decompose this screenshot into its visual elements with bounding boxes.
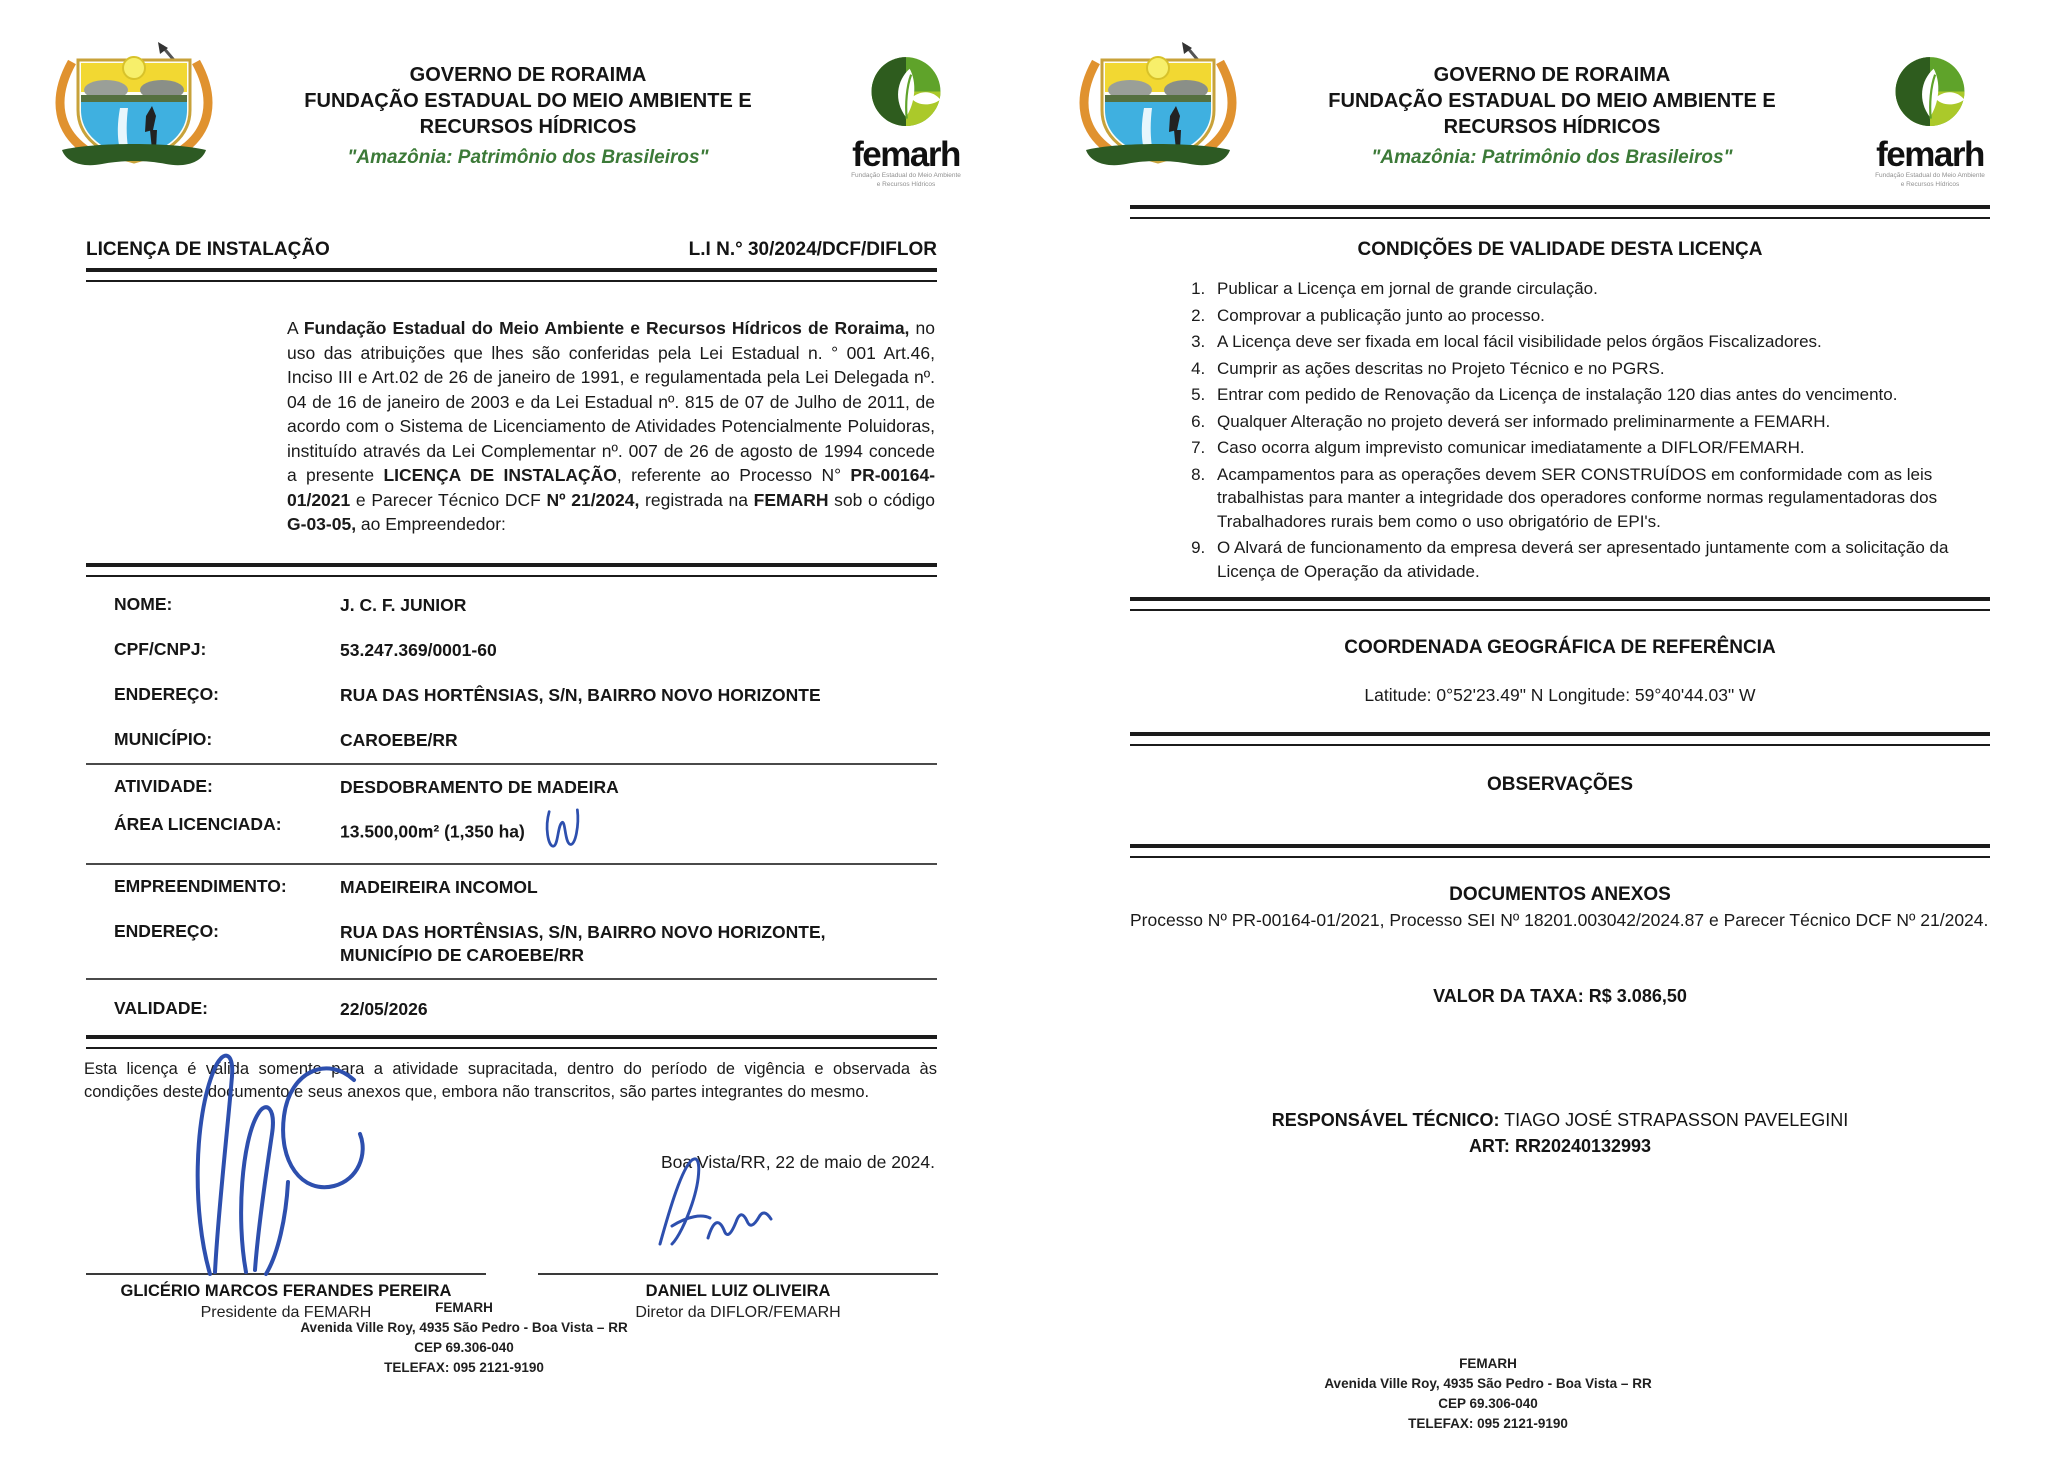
femarh-logo-icon <box>1875 44 1985 142</box>
motto: "Amazônia: Patrimônio dos Brasileiros" <box>1371 147 1733 168</box>
field-row-empreendimento <box>86 865 937 910</box>
intro-bold: LICENÇA DE INSTALAÇÃO <box>383 465 617 485</box>
footer-address: Avenida Ville Roy, 4935 São Pedro - Boa Vista – RR <box>1324 1376 1652 1391</box>
page1-footer <box>0 1298 928 1378</box>
responsible-name: TIAGO JOSÉ STRAPASSON PAVELEGINI <box>1499 1110 1849 1130</box>
gov-line2: FUNDAÇÃO ESTADUAL DO MEIO AMBIENTE E <box>1328 90 1776 112</box>
intro-bold: Fundação Estadual do Meio Ambiente e Recursos Hídricos de Roraima, <box>303 318 910 338</box>
coordinates-value: Latitude: 0°52'23.49" N Longitude: 59°40'44.03" W <box>1364 685 1756 705</box>
annex-text: Processo Nº PR-00164-01/2021, Processo SEI Nº 18201.003042/2024.87 e Parecer Técnico DCF Nº 21/2024. <box>1130 910 1989 930</box>
femarh-tagline-2: e Recursos Hídricos <box>1900 181 1960 188</box>
condition-item: 2. Comprovar a publicação junto ao processo. <box>1210 304 1990 328</box>
footer-telefax: TELEFAX: 095 2121-9190 <box>1408 1416 1568 1431</box>
condition-item: 6. Qualquer Alteração no projeto deverá ser informado preliminarmente a FEMARH. <box>1210 410 1990 434</box>
divider <box>1130 205 1990 219</box>
footer-telefax: TELEFAX: 095 2121-9190 <box>384 1360 544 1375</box>
intro-text: ao Empreendedor: <box>356 514 506 534</box>
field-value: CAROEBE/RR <box>340 729 458 750</box>
intro-bold: Nº 21/2024, <box>546 489 640 510</box>
field-row-municipio <box>86 718 937 763</box>
motto: "Amazônia: Patrimônio dos Brasileiros" <box>347 147 709 168</box>
annex-title: DOCUMENTOS ANEXOS <box>1449 884 1671 905</box>
date-line: Boa Vista/RR, 22 de maio de 2024. <box>660 1151 935 1172</box>
conditions-title: CONDIÇÕES DE VALIDADE DESTA LICENÇA <box>1357 239 1763 260</box>
field-label: ENDEREÇO: <box>114 683 220 704</box>
license-title: LICENÇA DE INSTALAÇÃO <box>86 239 330 260</box>
field-value: 53.247.369/0001-60 <box>340 639 497 660</box>
observations-title: OBSERVAÇÕES <box>1486 774 1634 795</box>
condition-item: 1. Publicar a Licença em jornal de grande circulação. <box>1210 277 1990 301</box>
field-label: VALIDADE: <box>114 997 208 1018</box>
divider <box>86 268 937 282</box>
gov-line3: RECURSOS HÍDRICOS <box>1443 116 1661 138</box>
license-page-2 <box>1024 0 2048 1484</box>
roraima-coat-of-arms-icon <box>34 38 234 180</box>
condition-item: 8. Acampamentos para as operações devem SER CONSTRUÍDOS em conformidade com as leis trabalhistas para manter a integridade dos operadores conforme normas regulamentadoras dos Trabalhadores rurais bem como o uso obrigatório de EPI's. <box>1210 463 1990 534</box>
signer-role: Diretor da DIFLOR/FEMARH <box>635 1303 841 1321</box>
field-label: CPF/CNPJ: <box>114 638 207 659</box>
org-header-block <box>234 38 822 171</box>
footer-address: Avenida Ville Roy, 4935 São Pedro - Boa Vista – RR <box>300 1320 628 1335</box>
femarh-wordmark: femarh <box>852 135 960 174</box>
condition-item: 7. Caso ocorra algum imprevisto comunicar imediatamente a DIFLOR/FEMARH. <box>1210 436 1990 460</box>
validity-note: Esta licença é válida somente para a atividade supracitada, dentro do período de vigência e observada às condições deste documento e seus anexos que, embora não transcritos, são partes integrantes do mesmo. <box>84 1059 937 1101</box>
field-label: EMPREENDIMENTO: <box>114 875 287 896</box>
handwritten-blue-mark-icon <box>541 804 581 852</box>
tax-value-line: VALOR DA TAXA: R$ 3.086,50 <box>1433 986 1687 1006</box>
field-value: RUA DAS HORTÊNSIAS, S/N, BAIRRO NOVO HORIZONTE <box>340 684 821 705</box>
condition-item: 4. Cumprir as ações descritas no Projeto Técnico e no PGRS. <box>1210 357 1990 381</box>
femarh-tagline-1: Fundação Estadual do Meio Ambiente <box>1875 172 1985 179</box>
field-label: ENDEREÇO: <box>114 920 220 941</box>
footer-cep: CEP 69.306-040 <box>1438 1396 1538 1411</box>
art-value: RR20240132993 <box>1509 1136 1652 1156</box>
intro-text: no uso das atribuições que lhes são conferidas pela Lei Estadual n. ° 001 Art.46, Inciso III e Art.02 de 26 de janeiro de 1991, e regulamentada pela Lei Delegada nº. 04 de 16 de janeiro de 2003 e da Lei Estadual nº. 815 de 07 de Julho de 2011, de acordo com o Sistema de Licenciamento de Atividades Potencialmente Poluidoras, instituído através da Lei Complementar nº. 007 de 26 de agosto de 1994 concede a presente <box>287 318 936 485</box>
intro-text: e Parecer Técnico DCF <box>350 489 547 510</box>
femarh-tagline-1: Fundação Estadual do Meio Ambiente <box>851 172 961 179</box>
footer-org: FEMARH <box>1459 1356 1517 1371</box>
field-label: ATIVIDADE: <box>114 775 213 796</box>
femarh-wordmark: femarh <box>1876 135 1984 174</box>
page1-header <box>0 0 1024 189</box>
coordinates-title: COORDENADA GEOGRÁFICA DE REFERÊNCIA <box>1344 637 1776 658</box>
field-label: NOME: <box>114 593 173 614</box>
area-value: 13.500,00m² (1,350 ha) <box>340 821 525 842</box>
org-header-block <box>1258 38 1846 171</box>
page2-footer <box>1024 1354 1952 1434</box>
license-intro-paragraph <box>287 316 935 537</box>
field-value: RUA DAS HORTÊNSIAS, S/N, BAIRRO NOVO HORIZONTE, MUNICÍPIO DE CAROEBE/RR <box>340 921 826 965</box>
femarh-tagline-2: e Recursos Hídricos <box>876 181 936 188</box>
footer-org: FEMARH <box>435 1300 493 1315</box>
condition-item: 3. A Licença deve ser fixada em local fácil visibilidade pelos órgãos Fiscalizadores. <box>1210 330 1990 354</box>
field-value: MADEIREIRA INCOMOL <box>340 876 538 897</box>
intro-text: A <box>287 318 304 338</box>
page2-content <box>1130 205 1990 1159</box>
signer-role: Presidente da FEMARH <box>200 1303 372 1321</box>
field-label: MUNICÍPIO: <box>114 728 213 749</box>
footer-cep: CEP 69.306-040 <box>414 1340 514 1355</box>
roraima-coat-of-arms-icon <box>1058 38 1258 180</box>
signer-name: DANIEL LUIZ OLIVEIRA <box>645 1281 831 1300</box>
license-number: L.I N.° 30/2024/DCF/DIFLOR <box>688 239 937 260</box>
field-row-validade <box>86 980 937 1035</box>
conditions-list <box>1130 277 1990 583</box>
divider <box>86 563 937 577</box>
technical-responsible-block <box>1130 1107 1990 1159</box>
field-value: 22/05/2026 <box>340 998 428 1019</box>
gov-line1: GOVERNO DE RORAIMA <box>409 64 647 86</box>
responsible-line <box>1130 1107 1990 1133</box>
field-value: DESDOBRAMENTO DE MADEIRA <box>340 776 619 797</box>
divider <box>1130 597 1990 611</box>
field-row-nome <box>86 583 937 628</box>
field-label: ÁREA LICENCIADA: <box>114 813 282 834</box>
gov-line2: FUNDAÇÃO ESTADUAL DO MEIO AMBIENTE E <box>304 90 752 112</box>
intro-text: , referente ao Processo N° <box>616 465 851 485</box>
field-value: J. C. F. JUNIOR <box>340 594 467 615</box>
signer-name: GLICÉRIO MARCOS FERANDES PEREIRA <box>120 1281 452 1300</box>
field-row-cpf <box>86 628 937 673</box>
femarh-logo <box>822 38 990 189</box>
intro-text: sob o código <box>828 489 936 510</box>
condition-item: 5. Entrar com pedido de Renovação da Licença de instalação 120 dias antes do vencimento. <box>1210 383 1990 407</box>
gov-line1: GOVERNO DE RORAIMA <box>1433 64 1671 86</box>
art-line <box>1130 1133 1990 1159</box>
responsible-label: RESPONSÁVEL TÉCNICO: <box>1271 1110 1500 1130</box>
intro-bold: G-03-05, <box>287 514 357 534</box>
page2-header <box>1024 0 2048 189</box>
field-row-endereco <box>86 673 937 718</box>
intro-bold: FEMARH <box>753 489 829 510</box>
art-label: ART: <box>1468 1136 1510 1156</box>
signature-line <box>538 1273 938 1275</box>
divider <box>1130 732 1990 746</box>
femarh-logo <box>1846 38 2014 189</box>
intro-text: registrada na <box>639 489 754 510</box>
field-row-endereco2 <box>86 910 937 978</box>
field-value <box>340 814 937 852</box>
field-row-atividade <box>86 765 937 810</box>
license-title-row <box>86 239 937 261</box>
femarh-logo-icon <box>851 44 961 142</box>
licensee-fields <box>86 583 937 1035</box>
intro-bold: PR-00164-01/2021 <box>287 465 936 510</box>
gov-line3: RECURSOS HÍDRICOS <box>419 116 637 138</box>
condition-item: 9. O Alvará de funcionamento da empresa deverá ser apresentado juntamente com a solicitação da Licença de Operação da atividade. <box>1210 536 1990 583</box>
field-row-area <box>86 810 937 863</box>
divider <box>86 1035 937 1049</box>
signature-line <box>86 1273 486 1275</box>
divider <box>1130 844 1990 858</box>
